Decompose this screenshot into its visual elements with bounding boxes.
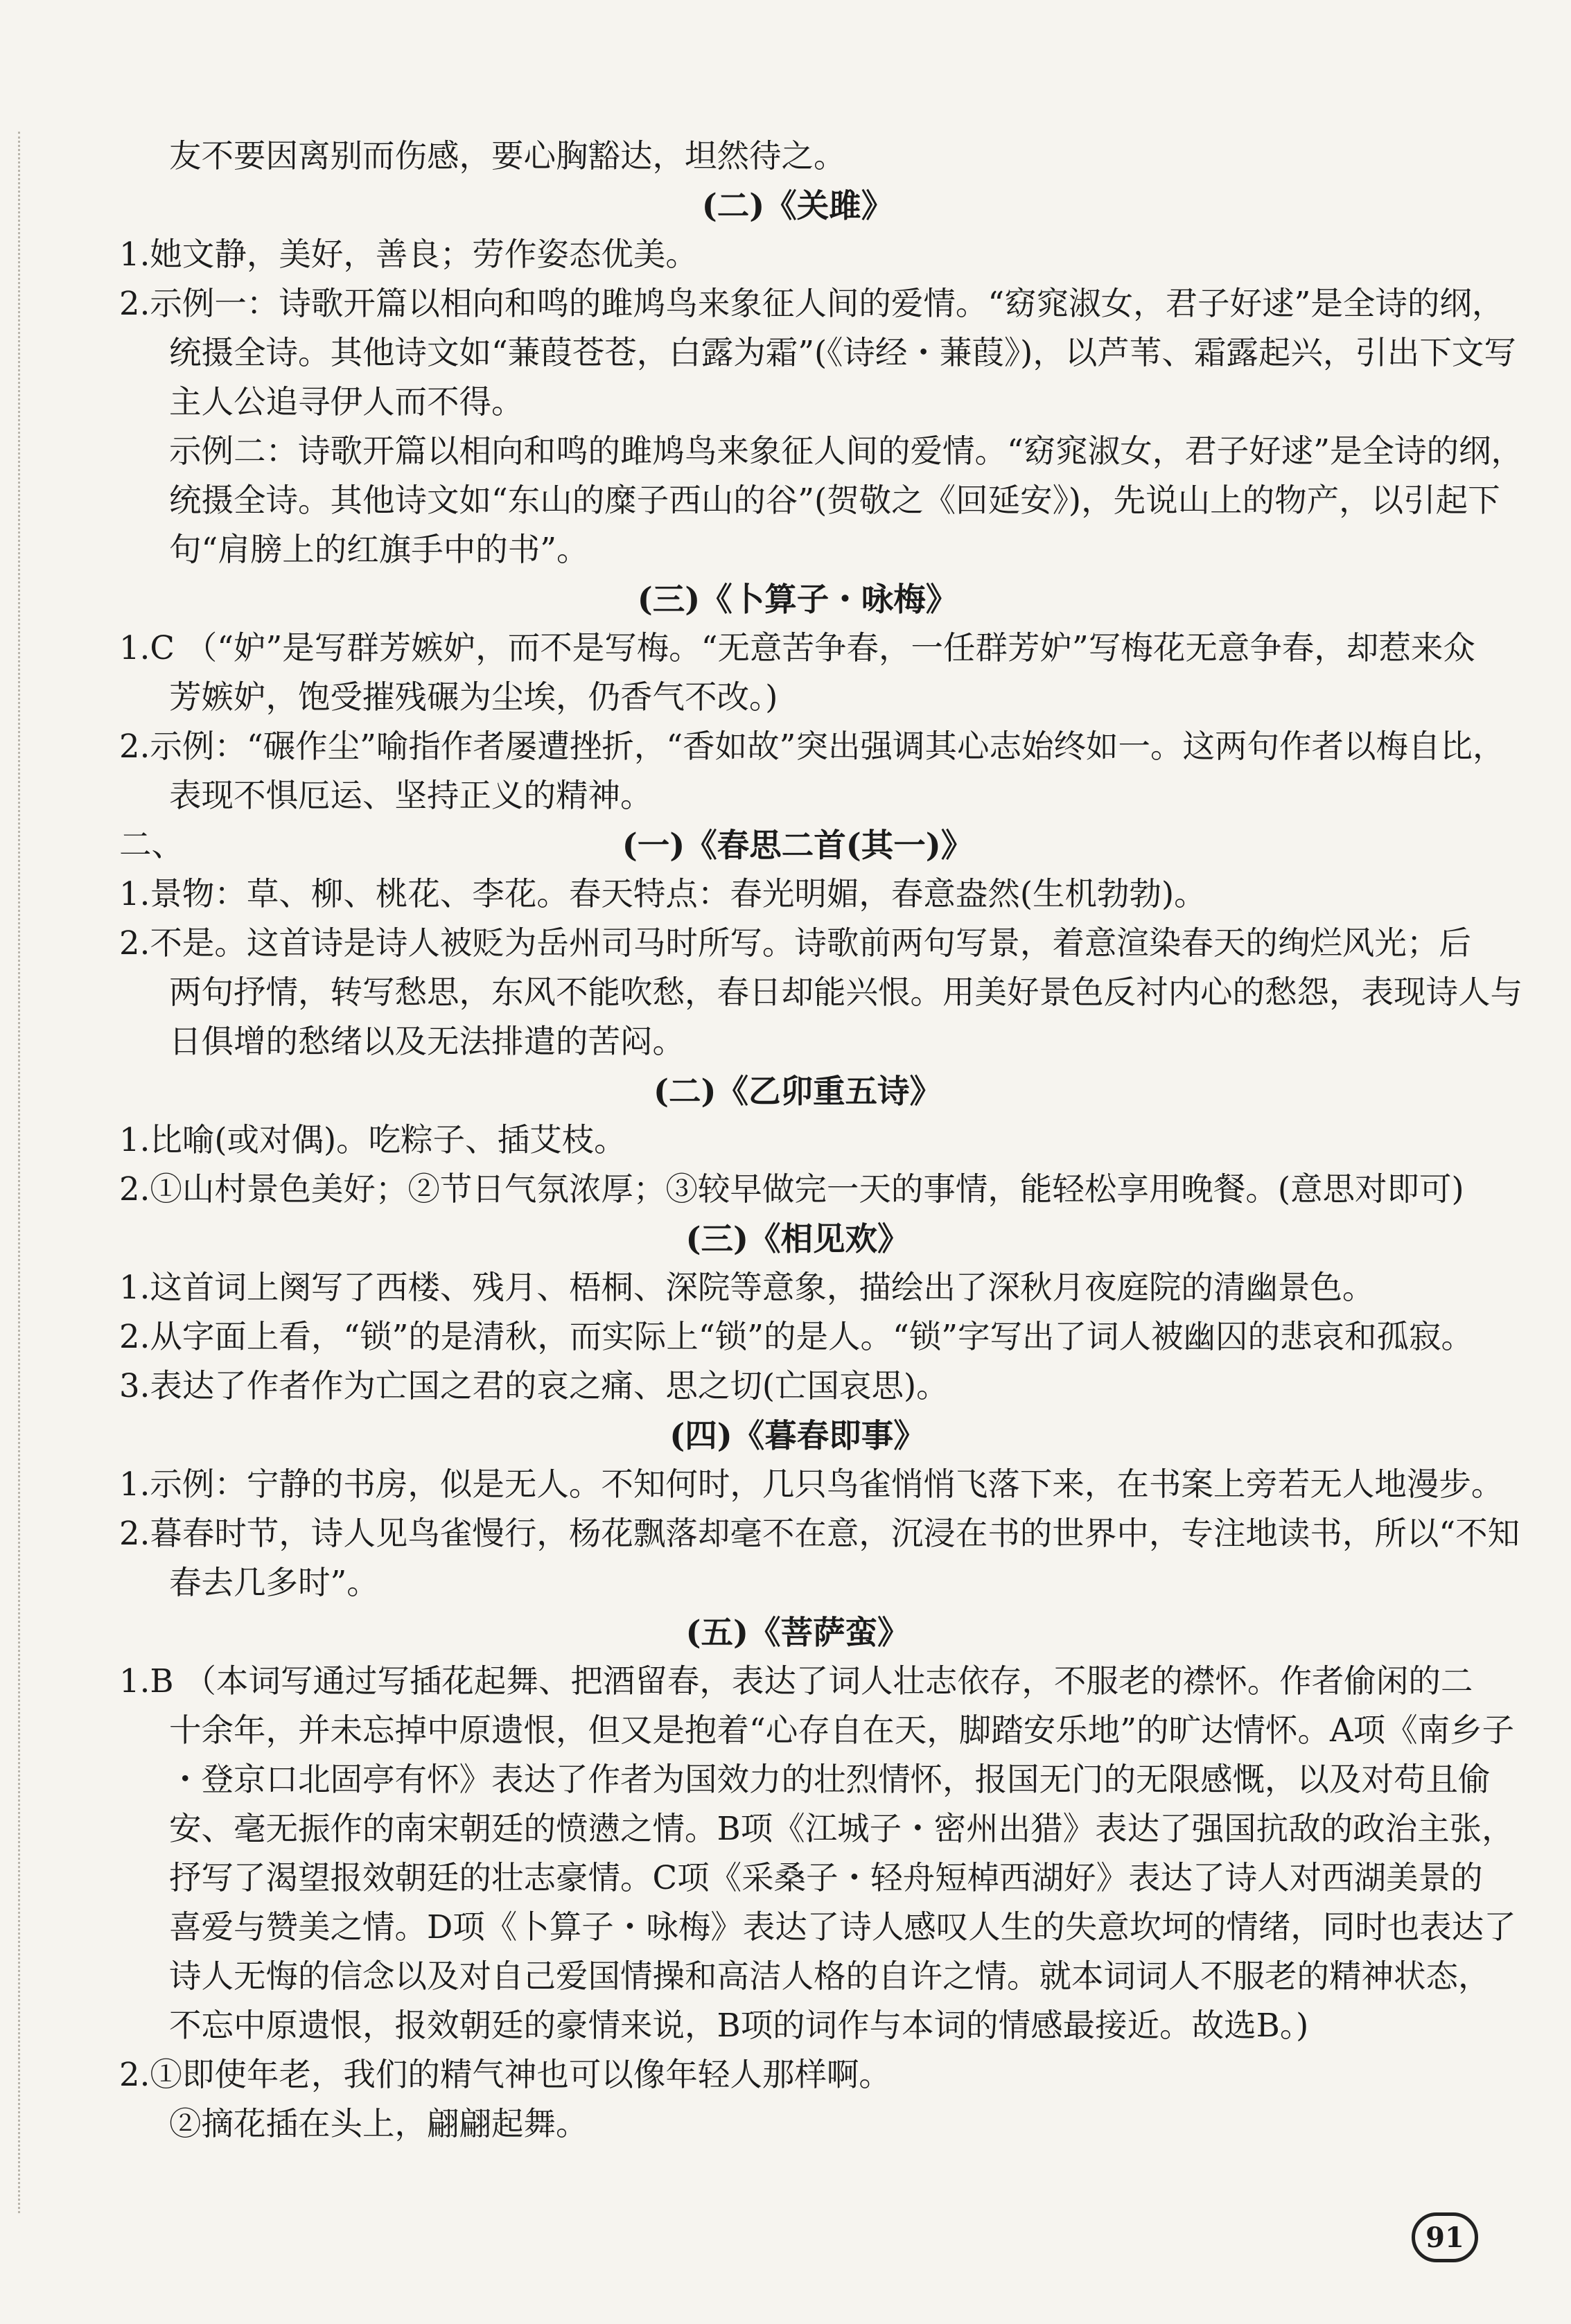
line-text: 句“肩膀上的红旗手中的书”。 <box>169 531 589 568</box>
text-line <box>119 870 1476 919</box>
text-line <box>119 771 1476 820</box>
section-heading <box>119 181 1476 230</box>
page-number-badge: 91 <box>1412 2212 1478 2262</box>
line-text: 芳嫉妒，饱受摧残碾为尘埃，仍香气不改。) <box>169 678 778 716</box>
line-text: 不忘中原遗恨，报效朝廷的豪情来说，B项的词作与本词的情感最接近。故选B。) <box>169 2007 1309 2044</box>
text-line <box>119 1116 1476 1165</box>
section-heading <box>119 820 1476 870</box>
text-line <box>119 1263 1476 1312</box>
text-line <box>119 328 1516 378</box>
text-line <box>119 427 1524 476</box>
line-text: 抒写了渴望报效朝廷的壮志豪情。C项《采桑子・轻舟短棹西湖好》表达了诗人对西湖美景的 <box>169 1859 1483 1896</box>
line-text: 1.B （本词写通过写插花起舞、把酒留春，表达了词人壮志依存，不服老的襟怀。作者偷闲的二 <box>119 1662 1473 1700</box>
text-line <box>119 1903 1516 1952</box>
section-heading <box>119 1608 1476 1657</box>
line-text: 2.暮春时节，诗人见鸟雀慢行，杨花飘落却毫不在意，沉浸在书的世界中，专注地读书，所以“不知 <box>119 1515 1520 1552</box>
text-line <box>119 1952 1491 2001</box>
section-heading <box>119 1411 1476 1460</box>
text-line <box>119 968 1522 1017</box>
line-text: 日俱增的愁绪以及无法排遣的苦闷。 <box>169 1023 685 1060</box>
line-text: 安、毫无振作的南宋朝廷的愤懑之情。B项《江城子・密州出猎》表达了强国抗敌的政治主张， <box>169 1810 1514 1847</box>
answer-text-body <box>119 132 1524 2149</box>
line-text: (一)《春思二首(其一)》 <box>622 826 974 864</box>
line-text: 十余年，并未忘掉中原遗恨，但又是抱着“心存自在天，脚踏安乐地”的旷达情怀。A项《南乡子 <box>169 1711 1515 1749</box>
line-text: ②摘花插在头上，翩翩起舞。 <box>169 2105 588 2142</box>
text-line <box>119 673 1476 722</box>
line-text: 1.景物：草、柳、桃花、李花。春天特点：春光明媚，春意盎然(生机勃勃)。 <box>119 875 1206 913</box>
text-line <box>119 1165 1476 1214</box>
line-text: 2.不是。这首诗是诗人被贬为岳州司马时所写。诗歌前两句写景，着意渲染春天的绚烂风光；后 <box>119 924 1471 962</box>
line-text: 友不要因离别而伤感，要心胸豁达，坦然待之。 <box>169 137 846 175</box>
text-line <box>119 1657 1476 1706</box>
text-line <box>119 1804 1514 1854</box>
line-text: 2.示例：“碾作尘”喻指作者屡遭挫折，“香如故”突出强调其心志始终如一。这两句作者以梅自比， <box>119 728 1505 765</box>
line-text: 2.①即使年老，我们的精气神也可以像年轻人那样啊。 <box>119 2056 891 2093</box>
text-line <box>119 1706 1515 1755</box>
line-text: 两句抒情，转写愁思，东风不能吹愁，春日却能兴恨。用美好景色反衬内心的愁怨，表现诗人与 <box>169 974 1522 1011</box>
line-text: 喜爱与赞美之情。D项《卜算子・咏梅》表达了诗人感叹人生的失意坎坷的情绪，同时也表达了 <box>169 1908 1516 1946</box>
line-text: 表现不惧厄运、坚持正义的精神。 <box>169 777 653 814</box>
text-line <box>119 525 1476 574</box>
part-number: 二、 <box>119 826 184 863</box>
text-line <box>119 1312 1476 1362</box>
text-line <box>119 919 1476 968</box>
line-text: 示例二：诗歌开篇以相向和鸣的雎鸠鸟来象征人间的爱情。“窈窕淑女，君子好逑”是全诗的纲， <box>169 432 1524 470</box>
section-heading <box>119 574 1476 624</box>
text-line <box>119 722 1505 771</box>
line-text: 统摄全诗。其他诗文如“东山的糜子西山的谷”(贺敬之《回延安》)，先说山上的物产，以引起下 <box>169 482 1500 519</box>
text-line <box>119 1460 1504 1509</box>
line-text: (四)《暮春即事》 <box>669 1416 926 1454</box>
text-line <box>119 1362 1476 1411</box>
text-line <box>119 1509 1520 1558</box>
line-text: 3.表达了作者作为亡国之君的哀之痛、思之切(亡国哀思)。 <box>119 1367 949 1405</box>
line-text: 2.从字面上看，“锁”的是清秋，而实际上“锁”的是人。“锁”字写出了词人被幽囚的悲哀和孤寂。 <box>119 1318 1473 1355</box>
line-text: 春去几多时”。 <box>169 1564 379 1601</box>
line-text: 1.她文静，美好，善良；劳作姿态优美。 <box>119 236 698 273</box>
line-text: 主人公追寻伊人而不得。 <box>169 383 524 421</box>
text-line <box>119 476 1500 525</box>
text-line <box>119 2099 1476 2149</box>
text-line <box>119 230 1476 279</box>
line-text: (二)《乙卯重五诗》 <box>653 1072 942 1110</box>
text-line <box>119 2001 1476 2050</box>
line-text: 诗人无悔的信念以及对自己爱国情操和高洁人格的自许之情。就本词词人不服老的精神状态， <box>169 1957 1491 1995</box>
line-text: (三)《卜算子・咏梅》 <box>637 580 958 618</box>
text-line <box>119 378 1476 427</box>
line-text: (三)《相见欢》 <box>685 1220 910 1258</box>
line-text: 2.示例一：诗歌开篇以相向和鸣的雎鸠鸟来象征人间的爱情。“窈窕淑女，君子好逑”是全诗的纲， <box>119 285 1504 322</box>
text-line <box>119 279 1504 328</box>
text-line <box>119 1755 1491 1804</box>
line-text: (二)《关雎》 <box>701 186 894 225</box>
page-edge-divider <box>18 132 20 2213</box>
text-line <box>119 2050 1476 2099</box>
line-text: 1.示例：宁静的书房，似是无人。不知何时，几只鸟雀悄悄飞落下来，在书案上旁若无人地漫步。 <box>119 1465 1504 1503</box>
section-heading <box>119 1066 1476 1116</box>
text-line <box>119 1558 1476 1608</box>
line-text: 统摄全诗。其他诗文如“蒹葭苍苍，白露为霜”(《诗经・蒹葭》)，以芦苇、霜露起兴，引出下文写 <box>169 334 1516 371</box>
text-line <box>119 1854 1483 1903</box>
line-text: 1.比喻(或对偶)。吃粽子、插艾枝。 <box>119 1121 626 1159</box>
text-line <box>119 624 1476 673</box>
line-text: ・登京口北固亭有怀》表达了作者为国效力的壮烈情怀，报国无门的无限感慨，以及对苟且偷 <box>169 1761 1491 1798</box>
line-text: 1.C （“妒”是写群芳嫉妒，而不是写梅。“无意苦争春，一任群芳妒”写梅花无意争春，却惹来众 <box>119 629 1475 667</box>
text-line <box>119 1017 1476 1066</box>
line-text: (五)《菩萨蛮》 <box>685 1613 910 1651</box>
section-heading <box>119 1214 1476 1263</box>
line-text: 1.这首词上阕写了西楼、残月、梧桐、深院等意象，描绘出了深秋月夜庭院的清幽景色。 <box>119 1269 1375 1306</box>
text-line <box>119 132 1476 181</box>
line-text: 2.①山村景色美好；②节日气氛浓厚；③较早做完一天的事情，能轻松享用晚餐。(意思对即可) <box>119 1170 1464 1208</box>
